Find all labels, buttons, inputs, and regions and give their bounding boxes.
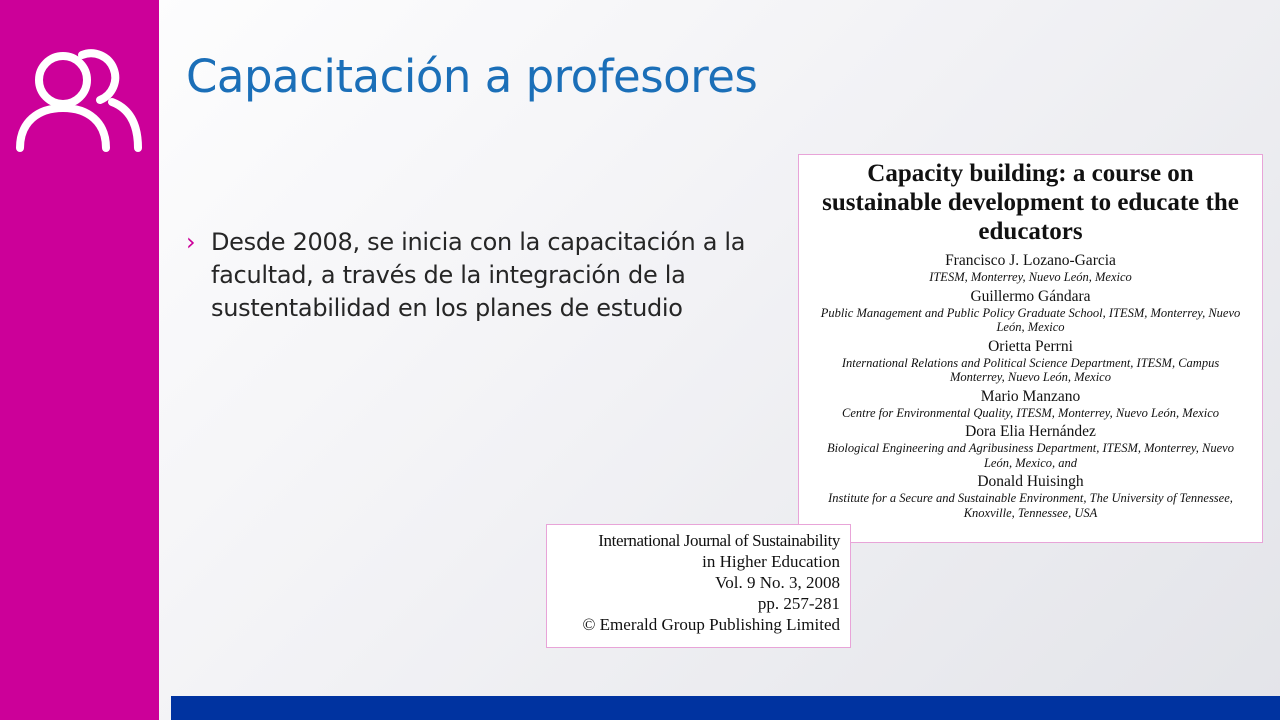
journal-line: Vol. 9 No. 3, 2008 [715, 573, 840, 592]
bullet-marker: › [186, 228, 196, 256]
paper-header-image [798, 154, 1263, 543]
journal-line: pp. 257-281 [757, 594, 840, 613]
author-affiliation: International Relations and Political Science Department, ITESM, Campus Monterrey, Nuevo León, Mexico [841, 355, 1220, 384]
author-affiliation: Centre for Environmental Quality, ITESM, Monterrey, Nuevo León, Mexico [841, 405, 1219, 420]
bottom-accent-bar [171, 696, 1280, 720]
bullet-list [186, 226, 756, 325]
author-affiliation: Institute for a Secure and Sustainable Environment, The University of Tennessee, Knoxville, Tennessee, USA [828, 491, 1233, 520]
journal-line: in Higher Education [702, 552, 840, 571]
journal-citation-image [546, 524, 851, 648]
author-affiliation: ITESM, Monterrey, Nuevo León, Mexico [929, 270, 1132, 284]
bullet-item [186, 226, 756, 325]
author-affiliation: Biological Engineering and Agribusiness Department, ITESM, Monterrey, Nuevo León, Mexico, and [827, 441, 1234, 470]
author-name: Mario Manzano [980, 387, 1081, 405]
slide-title: Capacitación a profesores [186, 50, 758, 103]
paper-title: Capacity building: a course on sustainable development to educate the educators [822, 160, 1239, 245]
author-name: Guillermo Gándara [970, 287, 1091, 305]
author-affiliation: Public Management and Public Policy Graduate School, ITESM, Monterrey, Nuevo León, Mexico [820, 305, 1241, 334]
author-name: Francisco J. Lozano-Garcia [945, 252, 1116, 269]
author-name: Orietta Perrni [988, 337, 1073, 355]
journal-line: © Emerald Group Publishing Limited [582, 615, 840, 634]
bullet-text: Desde 2008, se inicia con la capacitación a la facultad, a través de la integración de la sustentabilidad en los planes de estudio [211, 228, 746, 322]
journal-line: International Journal of Sustainability [598, 531, 840, 550]
users-icon [12, 38, 147, 158]
sidebar-accent [0, 0, 159, 720]
author-name: Dora Elia Hernández [965, 423, 1096, 440]
author-name: Donald Huisingh [977, 473, 1084, 490]
